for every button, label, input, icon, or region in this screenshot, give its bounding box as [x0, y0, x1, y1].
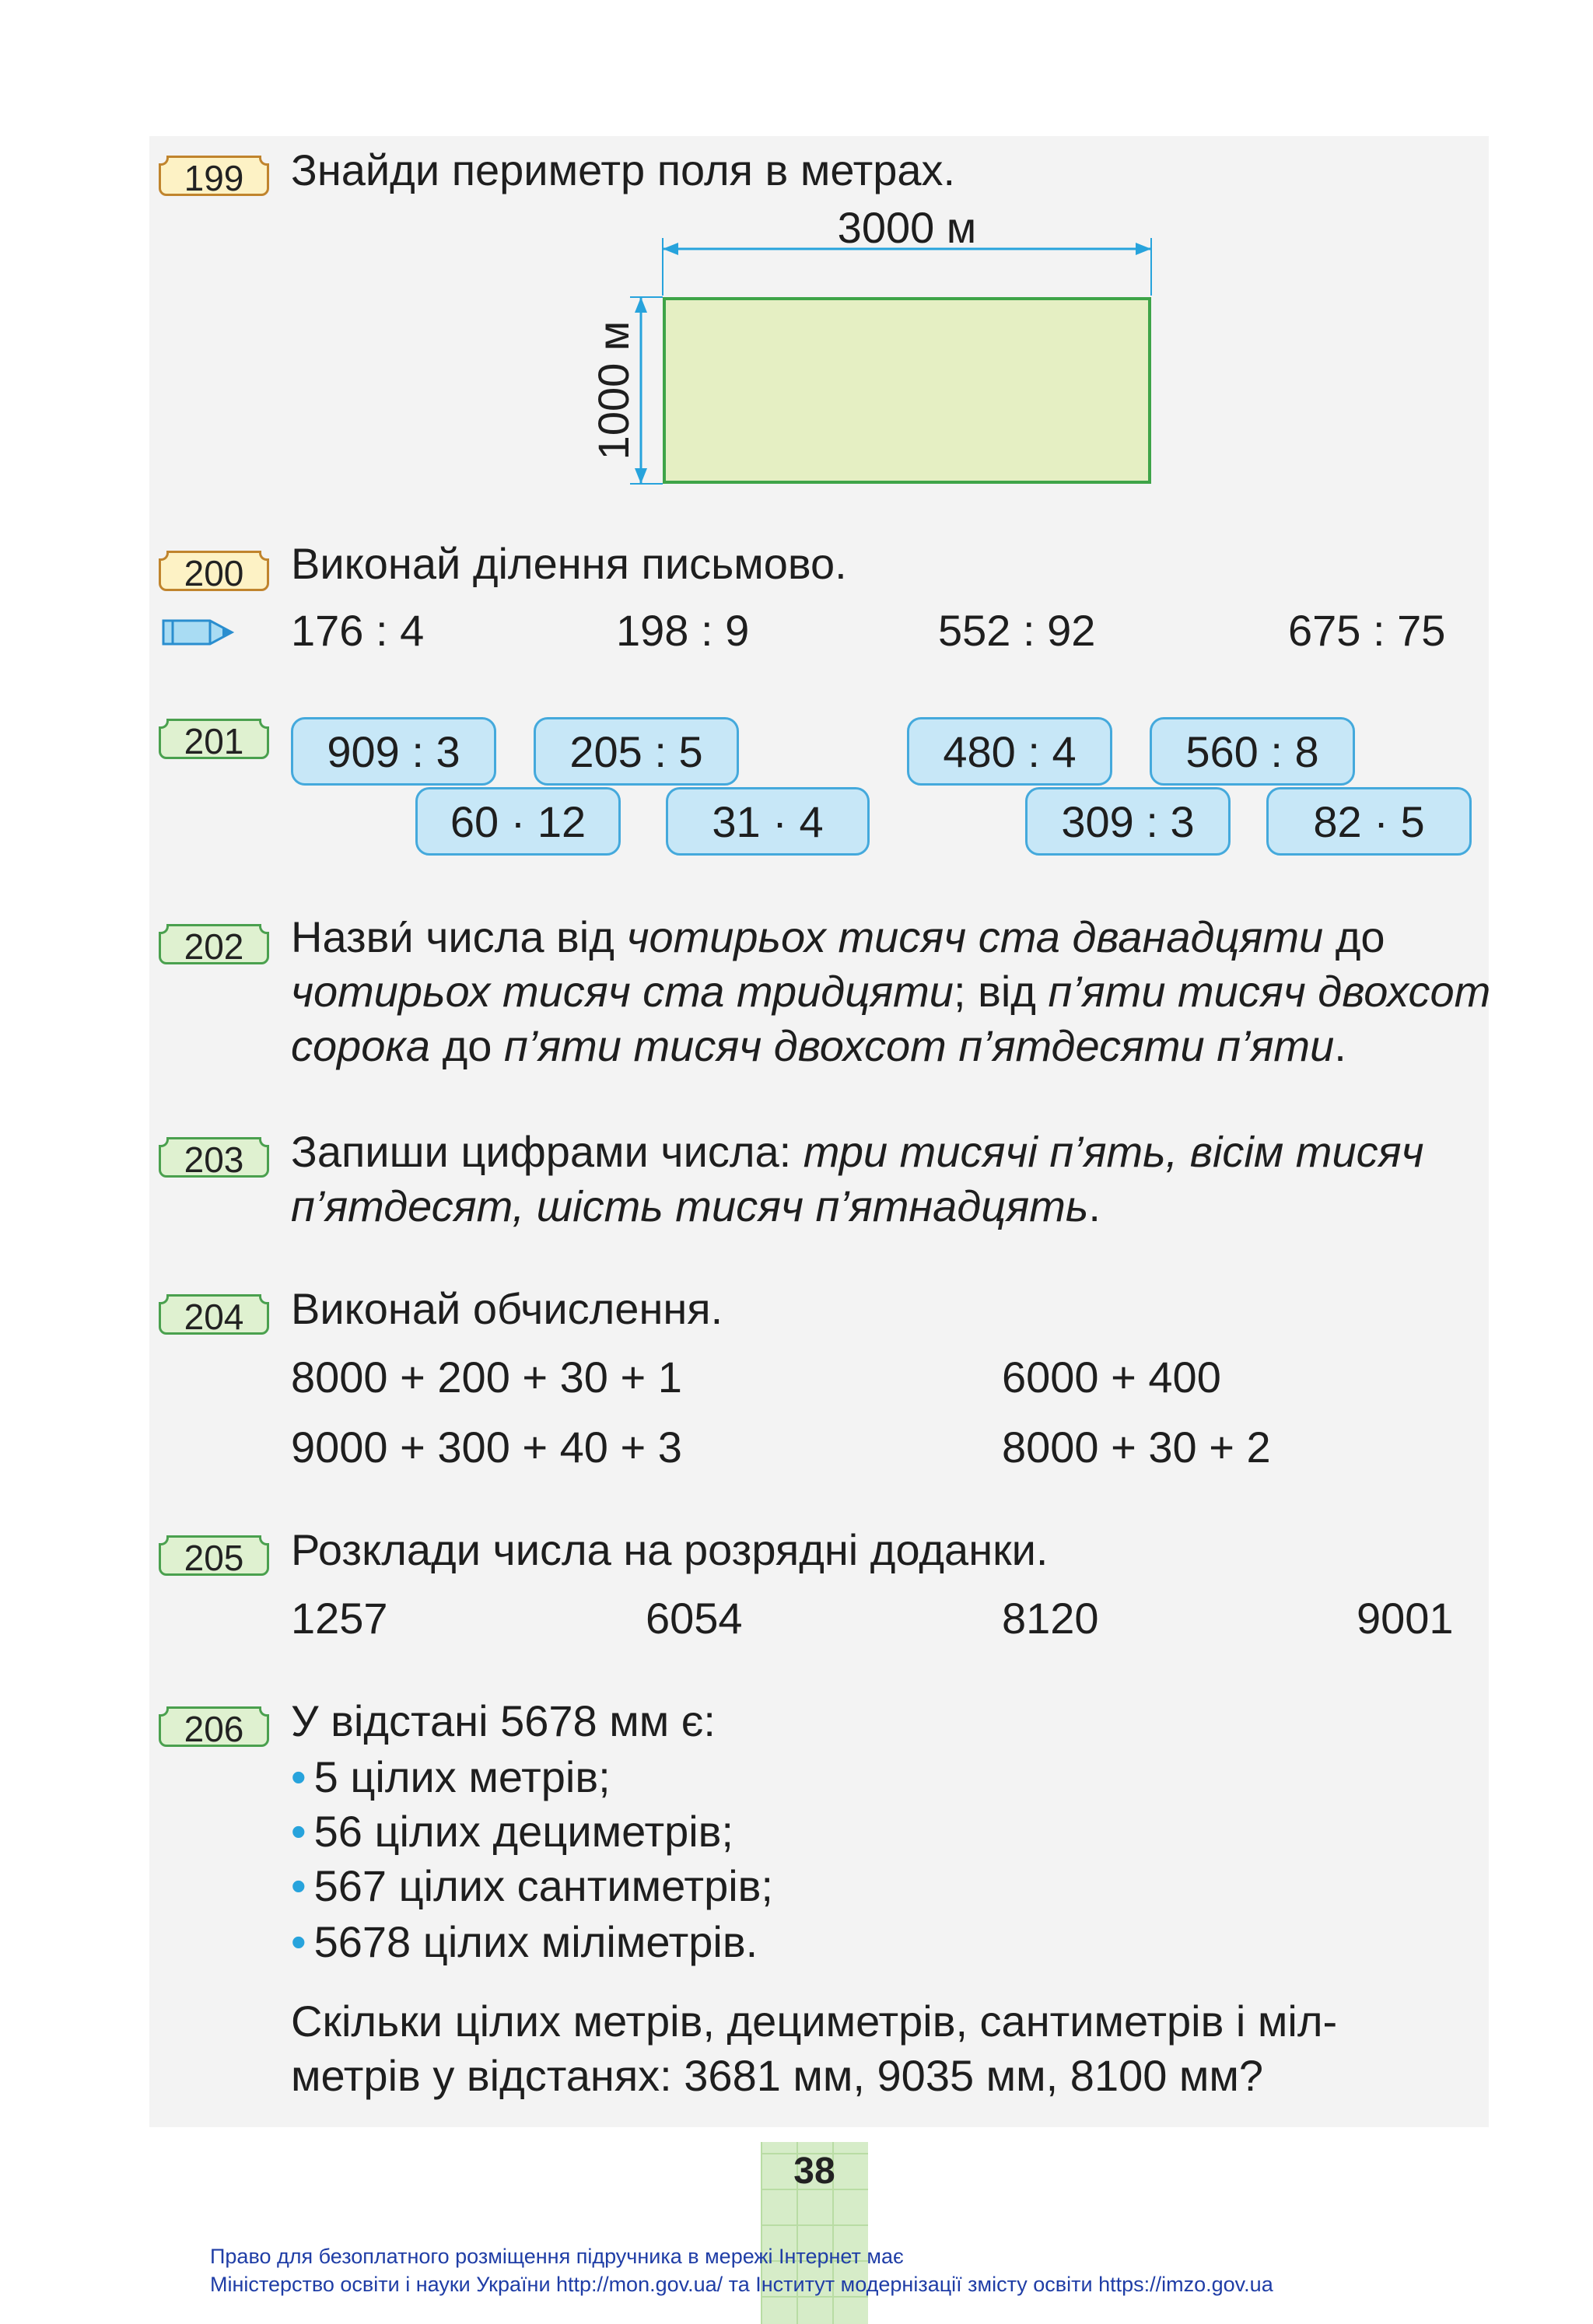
bullet-item — [291, 1804, 733, 1859]
bullet-text: 56 цілих дециметрів; — [313, 1807, 733, 1856]
text-span: . — [1334, 1021, 1346, 1070]
task-202-line-2 — [291, 964, 1490, 1019]
pencil-icon — [160, 613, 235, 652]
expression-box: 205 : 5 — [534, 717, 739, 786]
bullet-text: 5678 цілих міліметрів. — [313, 1917, 758, 1966]
calc-item: 8000 + 30 + 2 — [1002, 1423, 1271, 1472]
expression-box: 309 : 3 — [1025, 787, 1231, 856]
task-205-badge: 205 — [159, 1535, 269, 1576]
number-item: 8120 — [1002, 1594, 1099, 1643]
calc-item: 9000 + 300 + 40 + 3 — [291, 1423, 682, 1472]
text-span: Назви́ числа від — [291, 912, 627, 961]
calc-item: 6000 + 400 — [1002, 1353, 1221, 1402]
footer-line-1: Право для безоплатного розміщення підручника в мережі Інтернет має — [210, 2245, 904, 2268]
italic-span: три тисячі п’ять, вісім тисяч — [803, 1127, 1424, 1176]
task-200-text: Виконай ділення письмово. — [291, 539, 847, 588]
bullet-item — [291, 1915, 758, 1969]
bullet-icon: • — [291, 1917, 306, 1966]
bullet-item — [291, 1859, 773, 1913]
task-203-line-1 — [291, 1125, 1424, 1179]
division-item: 176 : 4 — [291, 606, 425, 655]
text-span: до — [1323, 912, 1385, 961]
italic-span: п’ятдесят, шість тисяч п’ятнадцять — [291, 1181, 1089, 1230]
text-span: до — [430, 1021, 504, 1070]
task-200-badge: 200 — [159, 551, 269, 591]
number-item: 6054 — [646, 1594, 743, 1643]
task-201-badge: 201 — [159, 719, 269, 759]
bullet-icon: • — [291, 1752, 306, 1801]
task-204-text: Виконай обчислення. — [291, 1284, 723, 1333]
division-item: 198 : 9 — [616, 606, 750, 655]
number-item: 9001 — [1357, 1594, 1454, 1643]
calc-item: 8000 + 200 + 30 + 1 — [291, 1353, 682, 1402]
bullet-text: 5 цілих метрів; — [313, 1752, 611, 1801]
task-199-badge: 199 — [159, 156, 269, 196]
field-height-label: 1000 м — [589, 320, 638, 460]
expression-box: 82 · 5 — [1266, 787, 1472, 856]
task-205-text: Розклади числа на розрядні доданки. — [291, 1525, 1049, 1574]
task-202-badge: 202 — [159, 924, 269, 964]
italic-span: сорока — [291, 1021, 431, 1070]
bullet-icon: • — [291, 1861, 306, 1910]
field-width-label: 3000 м — [837, 210, 977, 252]
division-item: 675 : 75 — [1288, 606, 1446, 655]
page-number: 38 — [793, 2151, 835, 2192]
task-206-text: У відстані 5678 мм є: — [291, 1696, 716, 1745]
task-206-question-line-1: Скільки цілих метрів, дециметрів, сантиметрів і міл- — [291, 1997, 1338, 2046]
task-202-line-1 — [291, 910, 1385, 964]
italic-span: п’яти тисяч двохсот п’ятдесяти п’яти — [503, 1021, 1335, 1070]
number-item: 1257 — [291, 1594, 388, 1643]
bullet-icon: • — [291, 1807, 306, 1856]
footer-line-2: Міністерство освіти і науки України http://mon.gov.ua/ та Інститут модернізації змісту освіти https://imzo.gov.ua — [210, 2273, 1273, 2296]
division-item: 552 : 92 — [938, 606, 1096, 655]
expression-box: 60 · 12 — [415, 787, 621, 856]
italic-span: чотирьох тисяч ста тридцяти — [291, 967, 954, 1016]
task-199-text: Знайди периметр поля в метрах. — [291, 145, 956, 194]
expression-box: 480 : 4 — [907, 717, 1112, 786]
expression-box: 31 · 4 — [666, 787, 870, 856]
italic-span: чотирьох тисяч ста дванадцяти — [626, 912, 1324, 961]
expression-box: 909 : 3 — [291, 717, 496, 786]
bullet-text: 567 цілих сантиметрів; — [313, 1861, 773, 1910]
task-203-badge: 203 — [159, 1137, 269, 1178]
text-span: ; від — [953, 967, 1049, 1016]
task-206-badge: 206 — [159, 1706, 269, 1747]
bullet-item — [291, 1750, 611, 1804]
field-rectangle — [664, 299, 1150, 482]
text-span: . — [1088, 1181, 1101, 1230]
task-203-line-2 — [291, 1179, 1101, 1234]
task-206-question-line-2: метрів у відстанях: 3681 мм, 9035 мм, 8100 мм? — [291, 2051, 1264, 2100]
task-202-line-3 — [291, 1019, 1346, 1073]
expression-box: 560 : 8 — [1150, 717, 1355, 786]
task-204-badge: 204 — [159, 1294, 269, 1335]
field-diagram — [576, 210, 1167, 490]
text-span: Запиши цифрами числа: — [291, 1127, 804, 1176]
italic-span: п’яти тисяч двохсот — [1048, 967, 1491, 1016]
